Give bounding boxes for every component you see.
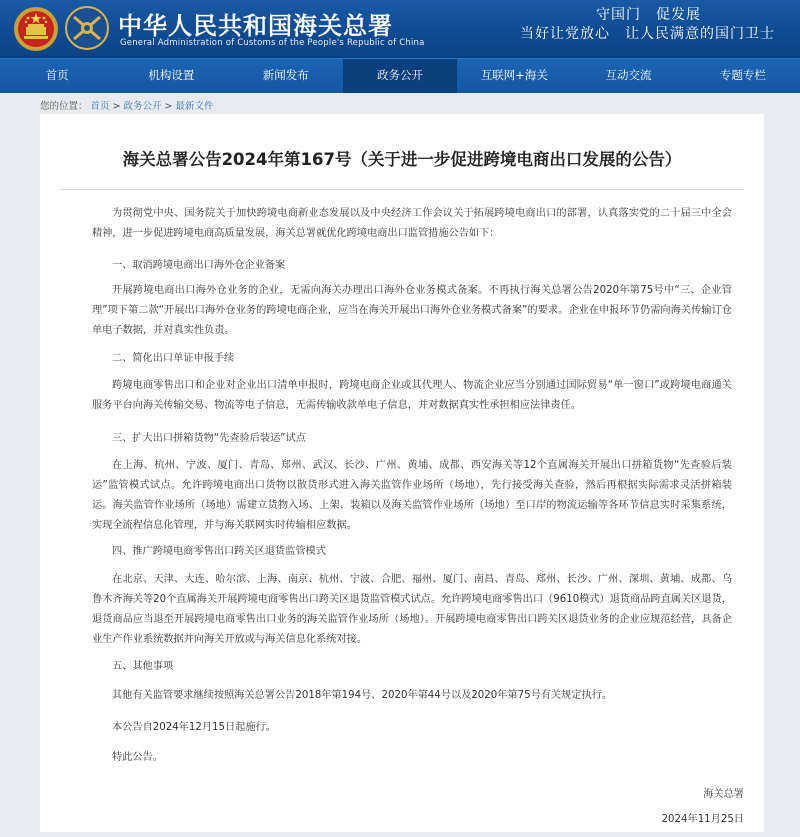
nav-news[interactable]: 新闻发布 (262, 68, 309, 82)
section-body-2: 跨境电商零售出口和企业对企业出口清单申报时，跨境电商企业或其代理人、物流企业应当分别通过国际贸易“单一窗口”或跨境电商通关服务平台向海关传输交易、物流等电子信息，无需传输收款单电子信息，并对数据真实性承担相应法律责任。 (92, 380, 732, 411)
nav-organization[interactable]: 机构设置 (148, 68, 195, 82)
main-navigation (0, 58, 800, 93)
site-title[interactable]: 中华人民共和国海关总署 (118, 11, 393, 40)
slogan-line-2: 当好让党放心 让人民满意的国门卫士 (520, 26, 775, 42)
slogan-line-1: 守国门 促发展 (596, 7, 701, 23)
breadcrumb-separator: > (112, 101, 121, 112)
section-heading-3: 三、扩大出口拼箱货物“先查验后装运”试点 (112, 433, 306, 444)
title-divider (60, 189, 744, 190)
signature: 海关总署 (703, 789, 744, 800)
nav-interaction[interactable]: 互动交流 (605, 68, 652, 82)
breadcrumb-latest-documents[interactable]: 最新文件 (175, 101, 214, 112)
breadcrumb-home[interactable]: 首页 (90, 101, 110, 112)
section-heading-4: 四、推广跨境电商零售出口跨关区退货监管模式 (112, 546, 326, 557)
section-body-5: 其他有关监管要求继续按照海关总署公告2018年第194号、2020年第44号以及2020年第75号有关规定执行。 (112, 690, 613, 701)
nav-government-affairs[interactable]: 政务公开 (343, 59, 457, 93)
effective-date-notice: 本公告自2024年12月15日起施行。 (112, 722, 276, 733)
nav-special-topics[interactable]: 专题专栏 (719, 68, 766, 82)
article-card (40, 114, 764, 832)
breadcrumb-government-affairs[interactable]: 政务公开 (123, 101, 162, 112)
site-header (0, 0, 800, 58)
site-title-english: General Administration of Customs of the People's Republic of China (120, 38, 425, 48)
breadcrumb (40, 98, 217, 112)
article-intro: 为贯彻党中央、国务院关于加快跨境电商新业态发展以及中央经济工作会议关于拓展跨境电商出口的部署，认真落实党的二十届三中全会精神，进一步促进跨境电商高质量发展，海关总署就优化跨境电商出口监管措施公告如下： (92, 208, 732, 239)
national-emblem-icon[interactable] (12, 5, 60, 53)
section-heading-2: 二、简化出口单证申报手续 (112, 353, 235, 364)
section-heading-1: 一、取消跨境电商出口海外仓企业备案 (112, 260, 286, 271)
breadcrumb-separator: > (164, 101, 173, 112)
breadcrumb-prefix: 您的位置： (40, 101, 88, 112)
section-body-3: 在上海、杭州、宁波、厦门、青岛、郑州、武汉、长沙、广州、黄埔、成都、西安海关等12个直属海关开展出口拼箱货物“先查验后装运”监管模式试点。允许跨境电商出口货物以散货形式进入海关监管作业场所（场地），先行接受海关查验，然后再根据实际需求灵活拼箱装运。海关监管作业场所（场地）需建立货物入场、上架、装箱以及海关监管作业场所（场地）至口岸的物流运输等各环节信息实时采集系统，实现全流程信息化管理，并与海关联网实时传输相应数据。 (92, 460, 732, 531)
section-body-4: 在北京、天津、大连、哈尔滨、上海、南京、杭州、宁波、合肥、福州、厦门、南昌、青岛、郑州、长沙、广州、深圳、黄埔、成都、乌鲁木齐海关等20个直属海关开展跨境电商零售出口跨关区退货监管模式试点。允许跨境电商零售出口（9610模式）退货商品跨直属关区退货，退货商品应当退至开展跨境电商零售出口业务的海关监管作业场所（场地）。开展跨境电商零售出口跨关区退货业务的企业应规范经营，具备企业生产作业系统数据并向海关开放或与海关信息化系统对接。 (92, 574, 732, 645)
nav-home[interactable]: 首页 (45, 68, 69, 82)
customs-emblem-icon[interactable] (64, 5, 110, 51)
section-body-1: 开展跨境电商出口海外仓业务的企业，无需向海关办理出口海外仓业务模式备案。不再执行海关总署公告2020年第75号中“三、企业管理”项下第二款“开展出口海外仓业务的跨境电商企业，应当在海关开展出口海外仓业务模式备案”的要求。企业在申报环节仍需向海关传输订仓单电子数据，并对真实性负责。 (92, 285, 732, 336)
article-title: 海关总署公告2024年第167号（关于进一步促进跨境电商出口发展的公告） (122, 150, 682, 169)
closing-statement: 特此公告。 (112, 752, 163, 763)
section-heading-5: 五、其他事项 (112, 661, 174, 672)
nav-internet-plus-customs[interactable]: 互联网+海关 (480, 68, 548, 82)
publish-date: 2024年11月25日 (661, 814, 744, 825)
